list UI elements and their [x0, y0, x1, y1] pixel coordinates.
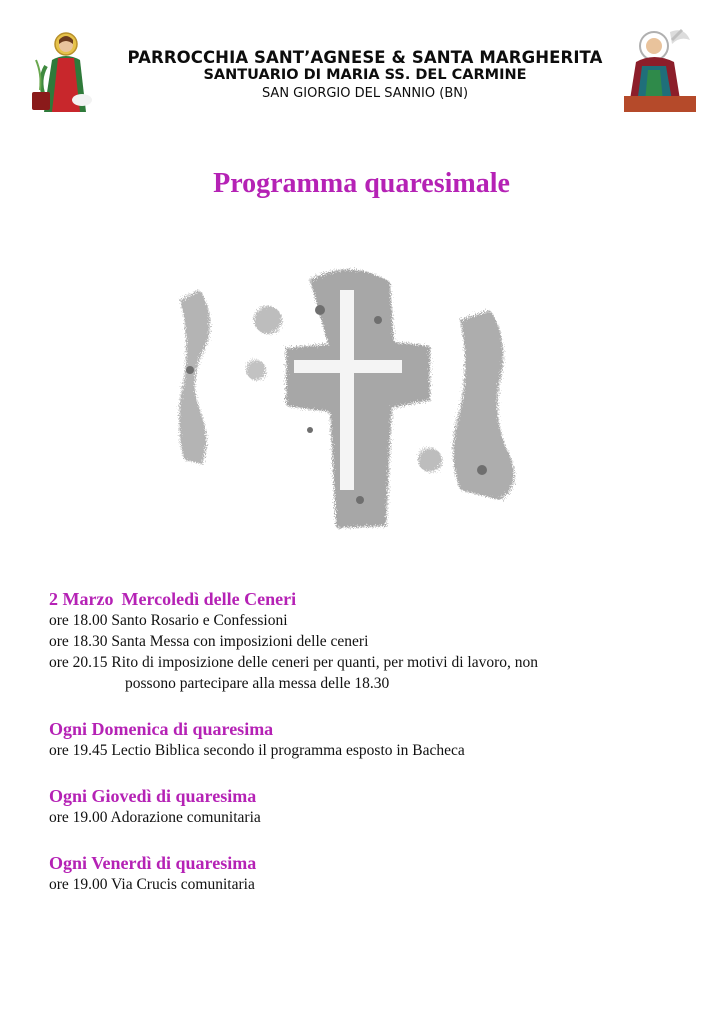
schedule-line: ore 18.00 Santo Rosario e Confessioni [49, 612, 288, 629]
friday-block [49, 852, 689, 895]
schedule-line: ore 20.15 Rito di imposizione delle ceneri per quanti, per motivi di lavoro, non [49, 654, 538, 671]
parish-location: SAN GIORGIO DEL SANNIO (BN) [261, 86, 469, 101]
parish-name-block [100, 48, 630, 102]
ash-wednesday-heading [49, 588, 689, 610]
schedule-line: possono partecipare alla messa delle 18.30 [125, 675, 390, 692]
ash-wednesday-block [49, 588, 689, 694]
schedule-line: ore 19.00 Via Crucis comunitaria [49, 876, 255, 893]
event-date: 2 Marzo [49, 589, 114, 609]
schedule-line: ore 19.45 Lectio Biblica secondo il programma esposto in Bacheca [49, 742, 465, 759]
parish-name: PARROCCHIA SANT’AGNESE & SANTA MARGHERITA [127, 48, 603, 67]
sanctuary-name: SANTUARIO DI MARIA SS. DEL CARMINE [203, 67, 527, 83]
saint-agnes-image [28, 30, 100, 112]
schedule-line: ore 18.30 Santa Messa con imposizioni delle ceneri [49, 633, 369, 650]
sunday-block [49, 718, 689, 761]
event-name: Mercoledì delle Ceneri [121, 589, 297, 609]
friday-heading: Ogni Venerdì di quaresima [49, 853, 257, 873]
schedule-line: ore 19.00 Adorazione comunitaria [49, 809, 261, 826]
saint-margaret-image [624, 26, 696, 112]
schedule [49, 588, 689, 909]
ash-cross-image [160, 250, 540, 540]
letterhead [0, 0, 723, 120]
page-title: Programma quaresimale [213, 168, 510, 199]
sunday-heading: Ogni Domenica di quaresima [49, 719, 274, 739]
thursday-heading: Ogni Giovedì di quaresima [49, 786, 257, 806]
thursday-block [49, 785, 689, 828]
